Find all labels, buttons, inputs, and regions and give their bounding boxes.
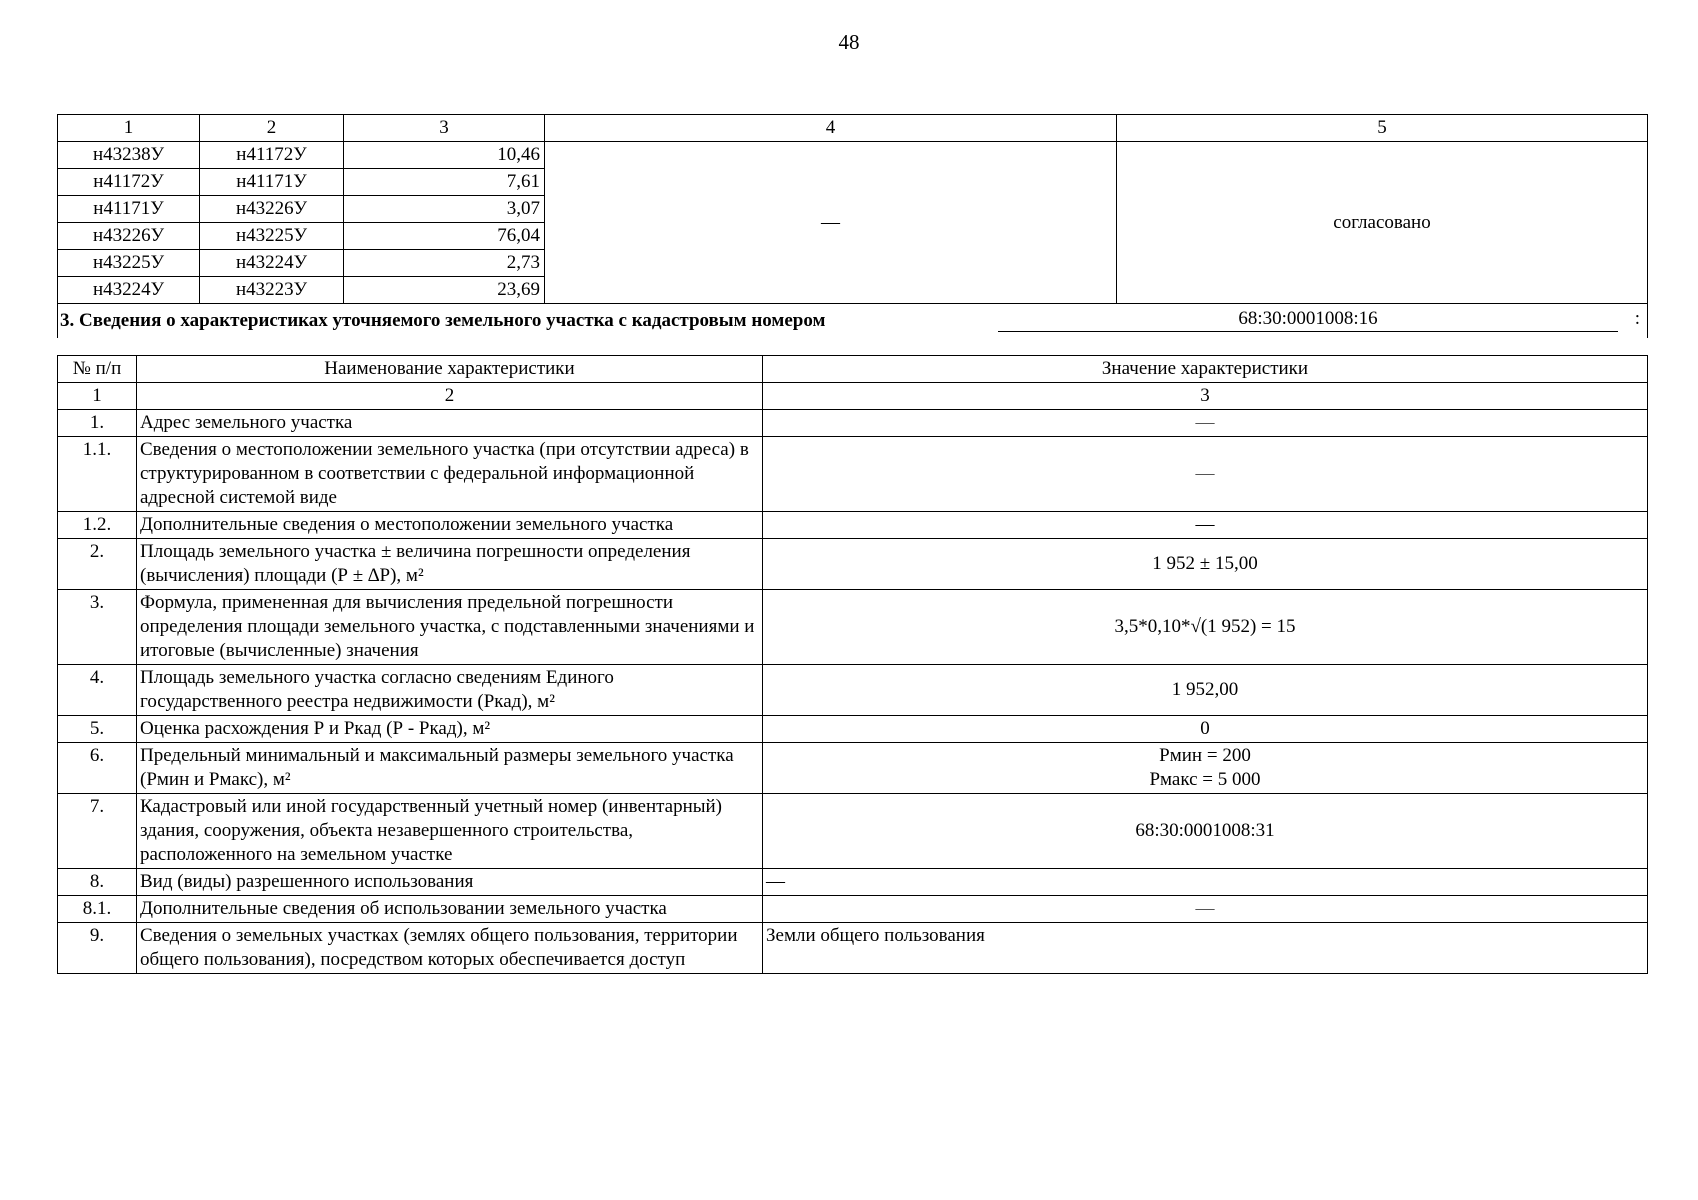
char-value: — xyxy=(763,896,1648,923)
char-header-row xyxy=(58,356,1648,383)
char-header-value: Значение характеристики xyxy=(763,356,1648,383)
point-to: н43226У xyxy=(200,196,344,223)
points-col5-value: согласовано xyxy=(1117,142,1648,304)
char-num: 1. xyxy=(58,410,137,437)
points-header-4: 4 xyxy=(545,115,1117,142)
points-table xyxy=(57,114,1648,338)
point-from: н41171У xyxy=(58,196,200,223)
char-name: Предельный минимальный и максимальный размеры земельного участка (Рмин и Рмакс), м² xyxy=(137,743,763,794)
segment-length: 76,04 xyxy=(344,223,545,250)
char-name: Сведения о местоположении земельного участка (при отсутствии адреса) в структурированном в соответствии с федеральной информационной адресной системой виде xyxy=(137,437,763,512)
table-row xyxy=(58,590,1648,665)
table-row xyxy=(58,437,1648,512)
char-value: 0 xyxy=(763,716,1648,743)
char-value-max: Рмакс = 5 000 xyxy=(1149,769,1261,790)
points-header-row xyxy=(58,115,1648,142)
char-value-range xyxy=(763,743,1648,794)
char-name: Кадастровый или иной государственный учетный номер (инвентарный) здания, сооружения, объекта незавершенного строительства, расположенного на земельном участке xyxy=(137,794,763,869)
char-colnum-3: 3 xyxy=(763,383,1648,410)
char-num: 7. xyxy=(58,794,137,869)
char-colnum-1: 1 xyxy=(58,383,137,410)
points-header-2: 2 xyxy=(200,115,344,142)
table-row xyxy=(58,512,1648,539)
char-name: Сведения о земельных участках (землях общего пользования, территории общего пользования), посредством которых обеспечивается доступ xyxy=(137,923,763,974)
table-row xyxy=(58,743,1648,794)
section3-title: 3. Сведения о характеристиках уточняемого земельного участка с кадастровым номером xyxy=(60,310,826,331)
table-row xyxy=(58,410,1648,437)
table-row xyxy=(58,716,1648,743)
point-to: н41171У xyxy=(200,169,344,196)
segment-length: 7,61 xyxy=(344,169,545,196)
point-from: н43224У xyxy=(58,277,200,304)
char-value: — xyxy=(763,869,1648,896)
points-header-1: 1 xyxy=(58,115,200,142)
points-header-5: 5 xyxy=(1117,115,1648,142)
char-value: — xyxy=(763,512,1648,539)
segment-length: 23,69 xyxy=(344,277,545,304)
table-row xyxy=(58,539,1648,590)
table-row xyxy=(58,869,1648,896)
point-from: н43238У xyxy=(58,142,200,169)
point-to: н43223У xyxy=(200,277,344,304)
char-colnum-2: 2 xyxy=(137,383,763,410)
char-num: 3. xyxy=(58,590,137,665)
char-name: Оценка расхождения Р и Ркад (Р - Ркад), м² xyxy=(137,716,763,743)
char-num: 6. xyxy=(58,743,137,794)
point-to: н41172У xyxy=(200,142,344,169)
char-name: Дополнительные сведения об использовании земельного участка xyxy=(137,896,763,923)
char-name: Адрес земельного участка xyxy=(137,410,763,437)
char-number-row xyxy=(58,383,1648,410)
char-name: Площадь земельного участка согласно сведениям Единого государственного реестра недвижимости (Ркад), м² xyxy=(137,665,763,716)
section3-heading-row xyxy=(58,304,1648,339)
characteristics-table xyxy=(57,355,1648,974)
point-to: н43224У xyxy=(200,250,344,277)
char-num: 5. xyxy=(58,716,137,743)
table-row xyxy=(58,923,1648,974)
segment-length: 3,07 xyxy=(344,196,545,223)
char-num: 8.1. xyxy=(58,896,137,923)
char-num: 2. xyxy=(58,539,137,590)
char-name: Формула, примененная для вычисления предельной погрешности определения площади земельного участка, с подставленными значениями и итоговые (вычисленные) значения xyxy=(137,590,763,665)
segment-length: 2,73 xyxy=(344,250,545,277)
char-value: — xyxy=(763,437,1648,512)
char-name: Вид (виды) разрешенного использования xyxy=(137,869,763,896)
table-row xyxy=(58,142,1648,169)
point-from: н41172У xyxy=(58,169,200,196)
segment-length: 10,46 xyxy=(344,142,545,169)
points-col4-value: — xyxy=(545,142,1117,304)
points-header-3: 3 xyxy=(344,115,545,142)
char-value: — xyxy=(763,410,1648,437)
point-to: н43225У xyxy=(200,223,344,250)
char-num: 4. xyxy=(58,665,137,716)
char-name: Площадь земельного участка ± величина погрешности определения (вычисления) площади (Р ± ∆Р), м² xyxy=(137,539,763,590)
char-num: 1.1. xyxy=(58,437,137,512)
page-number: 48 xyxy=(838,30,860,54)
char-header-name: Наименование характеристики xyxy=(137,356,763,383)
char-value: 68:30:0001008:31 xyxy=(763,794,1648,869)
section3-colon: : xyxy=(1634,308,1641,329)
char-name: Дополнительные сведения о местоположении земельного участка xyxy=(137,512,763,539)
char-header-num: № п/п xyxy=(58,356,137,383)
table-row xyxy=(58,896,1648,923)
char-value-min: Рмин = 200 xyxy=(1159,745,1251,766)
char-value: Земли общего пользования xyxy=(763,923,1648,974)
char-value: 3,5*0,10*√(1 952) = 15 xyxy=(763,590,1648,665)
point-from: н43226У xyxy=(58,223,200,250)
char-value: 1 952 ± 15,00 xyxy=(763,539,1648,590)
point-from: н43225У xyxy=(58,250,200,277)
cadastral-number: 68:30:0001008:16 xyxy=(998,307,1618,332)
table-row xyxy=(58,665,1648,716)
table-row xyxy=(58,794,1648,869)
char-num: 8. xyxy=(58,869,137,896)
char-value: 1 952,00 xyxy=(763,665,1648,716)
char-num: 9. xyxy=(58,923,137,974)
char-num: 1.2. xyxy=(58,512,137,539)
